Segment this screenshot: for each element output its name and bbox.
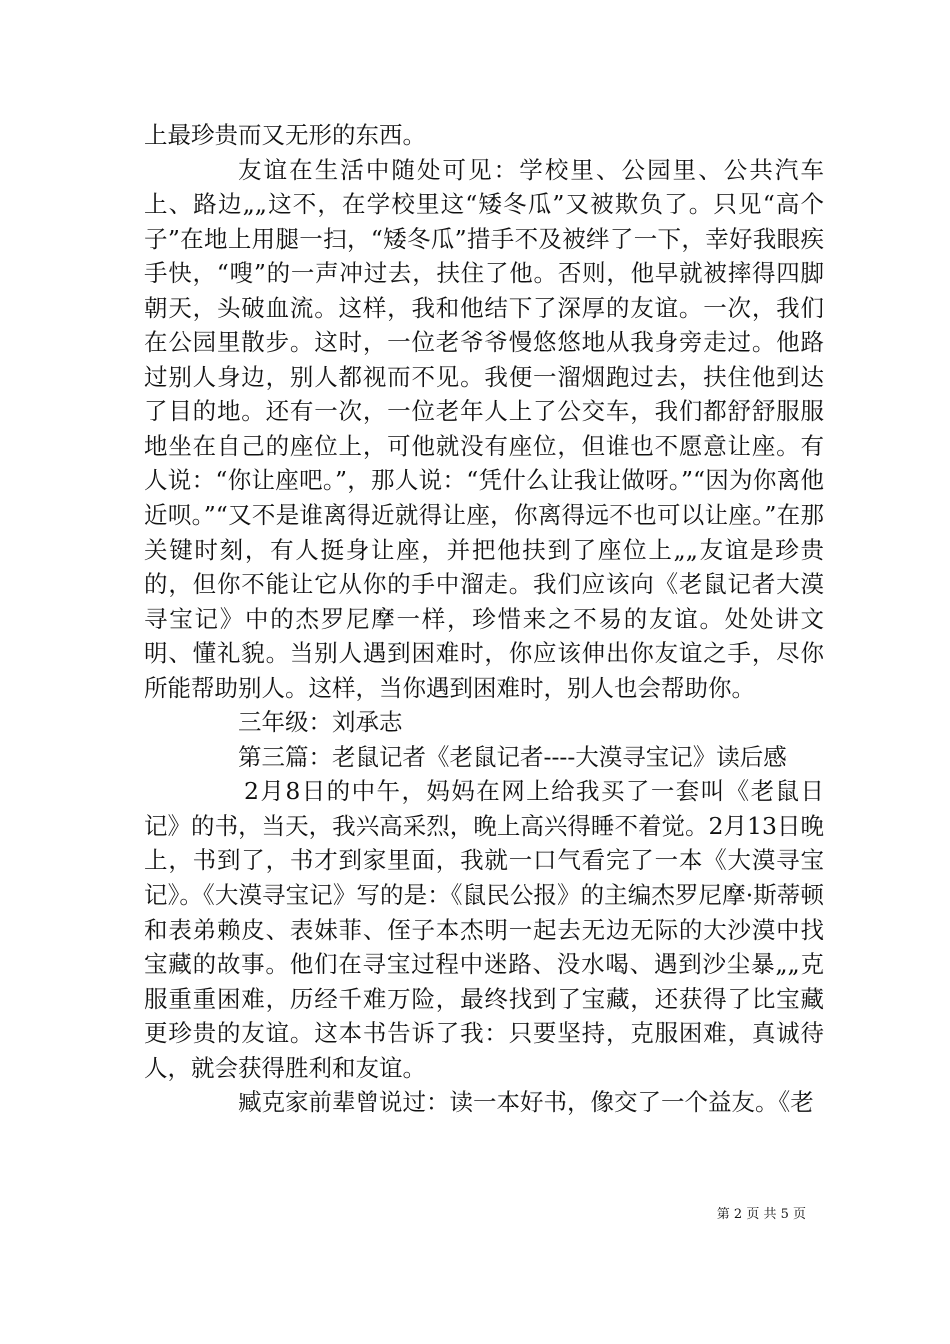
paragraph-continuation: 上最珍贵而又无形的东西。 <box>144 121 426 149</box>
paragraph-book-review: 2月8日的中午，妈妈在网上给我买了一套叫《老鼠日记》的书，当天，我兴高采烈，晚上高兴得睡不着觉。2月13日晚上，书到了，书才到家里面，我就一口气看完了一本《大漠寻宝记》。《大漠寻宝记》写的是：《鼠民公报》的主编杰罗尼摩·斯蒂顿和表弟赖皮、表妹菲、侄子本杰明一起去无边无际的大沙漠中找宝藏的故事。他们在寻宝过程中迷路、没水喝、遇到沙尘暴„„克服重重困难，历经千难万险，最终找到了宝藏，还获得了比宝藏更珍贵的友谊。这本书告诉了我：只要坚持，克服困难，真诚待人，就会获得胜利和友谊。 <box>144 777 824 1082</box>
body-text <box>144 118 824 1120</box>
page-footer: 第 2 页 共 5 页 <box>716 1207 806 1222</box>
author-line: 三年级：刘承志 <box>238 708 403 737</box>
section-heading: 第三篇：老鼠记者《老鼠记者----大漠寻宝记》读后感 <box>238 742 787 771</box>
paragraph-quote: 臧克家前辈曾说过：读一本好书，像交了一个益友。《老 <box>238 1088 814 1117</box>
paragraph-friendship: 友谊在生活中随处可见：学校里、公园里、公共汽车上、路边„„这不，在学校里这“矮冬瓜”又被欺负了。只见“高个子”在地上用腿一扫，“矮冬瓜”措手不及被绊了一下，幸好我眼疾手快，“嗖”的一声冲过去，扶住了他。否则，他早就被摔得四脚朝天，头破血流。这样，我和他结下了深厚的友谊。一次，我们在公园里散步。这时，一位老爷爷慢悠悠地从我身旁走过。他路过别人身边，别人都视而不见。我便一溜烟跑过去，扶住他到达了目的地。还有一次，一位老年人上了公交车，我们都舒舒服服地坐在自己的座位上，可他就没有座位，但谁也不愿意让座。有人说：“你让座吧。”，那人说：“凭什么让我让做呀。”“因为你离他近呗。”“又不是谁离得近就得让座，你离得远不也可以让座。”在那关键时刻，有人挺身让座，并把他扶到了座位上„„友谊是珍贵的，但你不能让它从你的手中溜走。我们应该向《老鼠记者大漠寻宝记》中的杰罗尼摩一样，珍惜来之不易的友谊。处处讲文明、懂礼貌。当别人遇到困难时，你应该伸出你友谊之手，尽你所能帮助别人。这样，当你遇到困难时，别人也会帮助你。 <box>144 155 824 702</box>
